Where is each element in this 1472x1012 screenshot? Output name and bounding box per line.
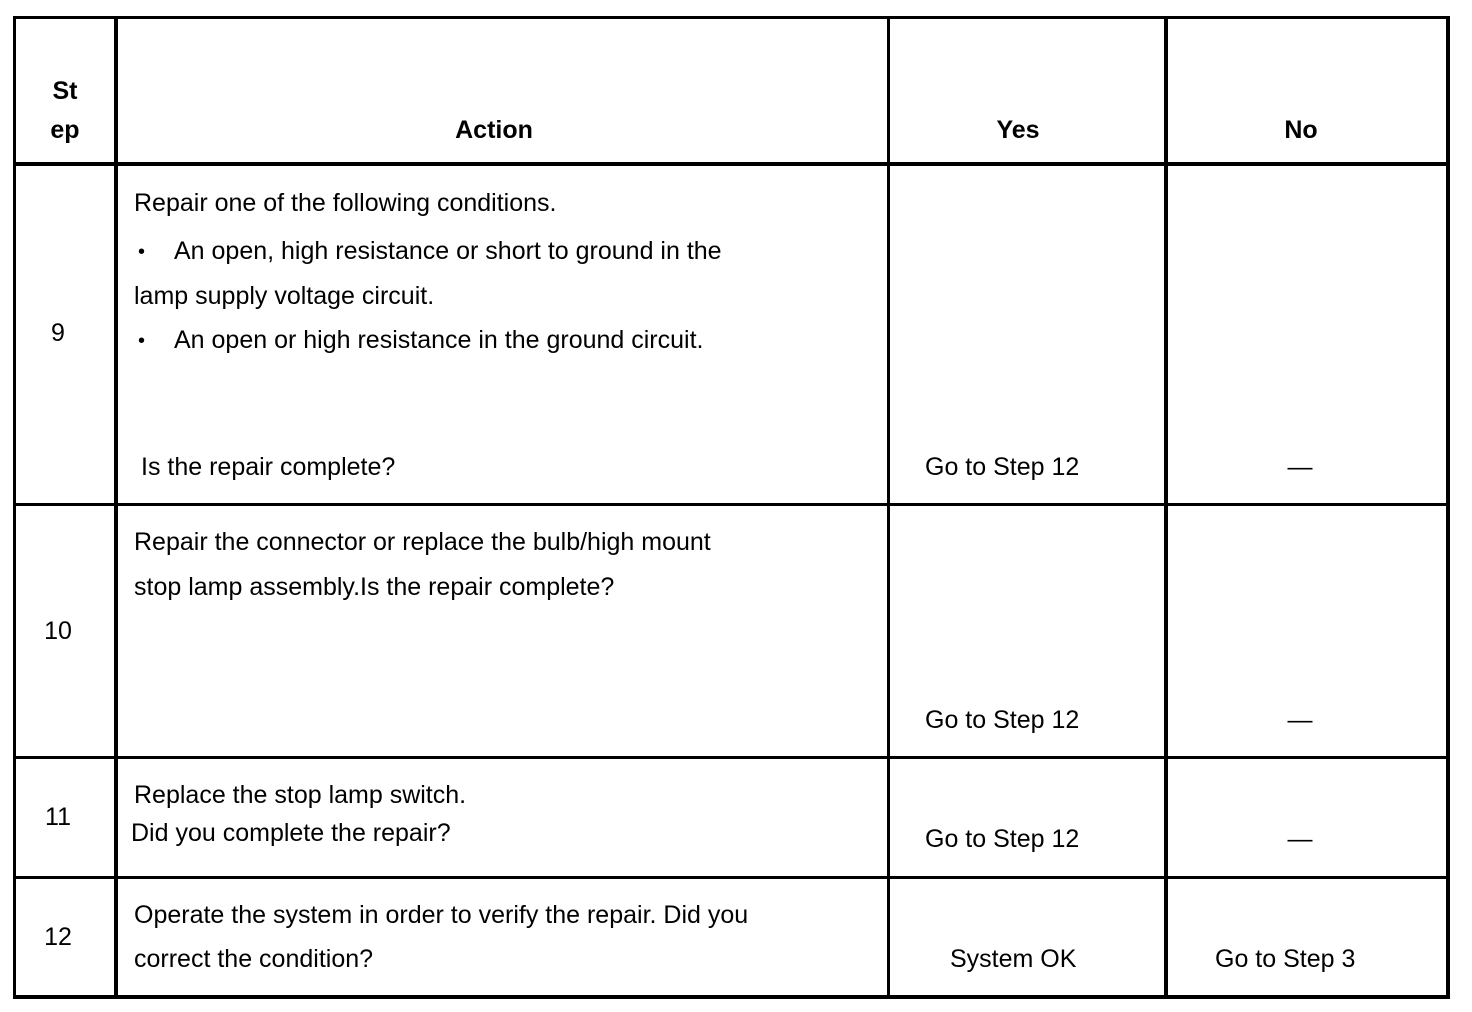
step-number: 10 (44, 617, 72, 645)
header-action: Action (455, 116, 533, 144)
column-divider (114, 16, 118, 999)
action-line-1: Replace the stop lamp switch. (134, 781, 467, 809)
step-number: 11 (45, 803, 71, 831)
yes-cell: Go to Step 12 (925, 706, 1080, 734)
action-question: Is the repair complete? (141, 453, 396, 481)
column-divider (1164, 16, 1168, 999)
yes-cell: Go to Step 12 (925, 453, 1080, 481)
action-bullet-1-continued: lamp supply voltage circuit. (134, 282, 435, 310)
header-step-line2: ep (50, 116, 80, 144)
action-line-2: stop lamp assembly.Is the repair complete? (134, 573, 615, 601)
action-line-1: Operate the system in order to verify the repair. Did you (134, 901, 749, 929)
header-step-line1: St (52, 77, 78, 105)
action-line-2: Did you complete the repair? (131, 819, 451, 847)
no-cell: — (1287, 825, 1313, 853)
header-divider (13, 162, 1450, 166)
bullet-icon: • (138, 330, 146, 352)
step-number: 9 (51, 319, 65, 347)
action-line-1: Repair the connector or replace the bulb/high mount (134, 528, 711, 556)
yes-cell: Go to Step 12 (925, 825, 1080, 853)
table-border-bottom (13, 995, 1450, 999)
no-cell: Go to Step 3 (1215, 945, 1356, 973)
action-intro: Repair one of the following conditions. (134, 189, 557, 217)
column-divider (887, 16, 890, 999)
action-bullet-1: An open, high resistance or short to ground in the (174, 237, 722, 265)
yes-cell: System OK (950, 945, 1077, 973)
action-bullet-2: An open or high resistance in the ground circuit. (174, 326, 704, 354)
row-divider (13, 503, 1450, 506)
header-no: No (1284, 116, 1318, 144)
table-border-left (13, 16, 16, 999)
row-divider (13, 876, 1450, 879)
step-number: 12 (44, 923, 72, 951)
table-border-top (13, 16, 1450, 19)
no-cell: — (1287, 453, 1313, 481)
header-yes: Yes (996, 116, 1040, 144)
table-border-right (1446, 16, 1450, 999)
action-line-2: correct the condition? (134, 945, 374, 973)
bullet-icon: • (138, 241, 146, 263)
no-cell: — (1287, 706, 1313, 734)
row-divider (13, 756, 1450, 759)
